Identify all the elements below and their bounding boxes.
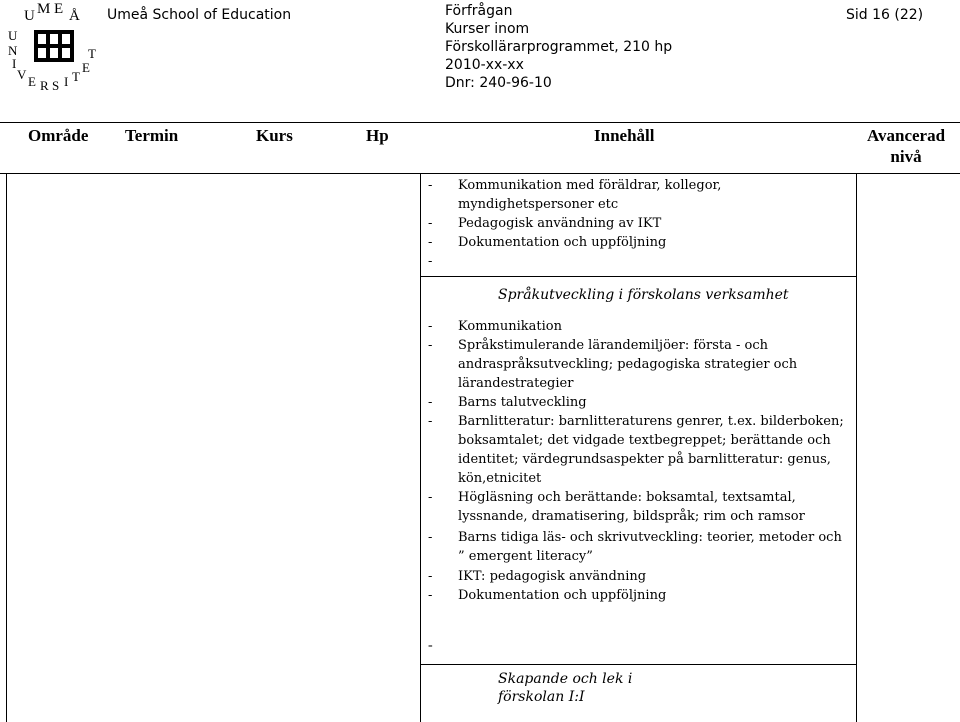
svg-text:R: R [40, 78, 49, 92]
table-header-top-rule [0, 122, 960, 123]
list-item-text: IKT: pedagogisk användning [458, 569, 647, 584]
svg-text:T: T [88, 46, 96, 61]
list-item-text: Barns tidiga läs- och skrivutveckling: teorier, metoder och ” emergent literacy” [458, 530, 842, 564]
svg-text:V: V [17, 67, 27, 82]
bottom-heading-line1: Skapande och lek i [498, 671, 633, 687]
col-header-avancerad-line1: Avancerad [866, 126, 946, 145]
list-item [428, 317, 848, 336]
svg-text:I: I [12, 56, 17, 71]
svg-text:I: I [64, 74, 69, 89]
list-dash: - [428, 319, 433, 334]
list-item [428, 412, 848, 488]
col-divider-innehall [420, 174, 421, 722]
university-seal-icon [4, 0, 100, 92]
list-dash: - [428, 216, 433, 231]
university-logo [4, 0, 100, 92]
col-header-hp: Hp [366, 126, 389, 145]
doc-line-type: Förfrågan [445, 3, 513, 19]
list-item-text: Pedagogisk användning av IKT [458, 216, 662, 231]
list-dash: - [428, 395, 433, 410]
list-dash: - [428, 235, 433, 250]
list-dash: - [428, 178, 433, 193]
bottom-section-heading [498, 670, 632, 706]
page-number: Sid 16 (22) [846, 7, 924, 23]
svg-text:U: U [8, 28, 18, 43]
list-item [428, 586, 848, 605]
list-item [428, 214, 848, 233]
list-item-text: Dokumentation och uppföljning [458, 235, 667, 250]
section-heading: Språkutveckling i förskolans verksamhet [498, 287, 789, 303]
col-header-avancerad [861, 125, 951, 167]
trailing-dash: - [428, 638, 433, 653]
doc-line-dnr: Dnr: 240-96-10 [445, 75, 552, 91]
svg-text:E: E [82, 60, 90, 75]
list-item-text: Barns talutveckling [458, 395, 587, 410]
list-item-text: Kommunikation [458, 319, 562, 334]
list-dash: - [428, 569, 433, 584]
col-header-avancerad-line2: nivå [890, 147, 922, 166]
list-dash: - [428, 588, 433, 603]
list-item [428, 393, 848, 412]
list-item [428, 233, 848, 252]
list-item-text: Dokumentation och uppföljning [458, 588, 667, 603]
list-item [428, 176, 848, 214]
col-header-innehall: Innehåll [594, 126, 655, 145]
svg-text:M: M [37, 1, 51, 17]
doc-line-program: Förskollärarprogrammet, 210 hp [445, 39, 673, 55]
list-item-text: Kommunikation med föräldrar, kollegor, myndighetspersoner etc [458, 178, 722, 212]
school-name: Umeå School of Education [107, 7, 292, 23]
list-item [428, 336, 848, 393]
svg-text:U: U [24, 8, 35, 24]
document-info [445, 2, 672, 92]
list-item-text: Språkstimulerande lärandemiljöer: första - och andraspråksutveckling; pedagogiska strategier och lärandestrategier [458, 338, 798, 391]
bottom-heading-line2: förskolan I:I [498, 689, 585, 705]
table-header-bottom-rule [0, 173, 960, 174]
col-header-termin: Termin [125, 126, 179, 145]
list-item [428, 567, 848, 586]
svg-text:E: E [54, 1, 64, 17]
list-dash: - [428, 414, 433, 429]
list-dash: - [428, 338, 433, 353]
list-dash: - [428, 254, 433, 269]
col-header-kurs: Kurs [256, 126, 293, 145]
doc-line-subject: Kurser inom [445, 21, 530, 37]
list-dash: - [428, 530, 433, 545]
col-header-omrade: Område [28, 126, 89, 145]
doc-line-date: 2010-xx-xx [445, 57, 524, 73]
svg-text:N: N [8, 43, 18, 58]
svg-text:Å: Å [69, 8, 80, 24]
section-rule [420, 276, 856, 277]
table-left-border [6, 174, 7, 722]
list-dash: - [428, 490, 433, 505]
list-item-text: Barnlitteratur: barnlitteraturens genrer, t.ex. bilderboken; boksamtalet; det vidgade textbegreppet; berättande och identitet; värdegrundsaspekter på barnlitteratur: genus, kön,etnicitet [458, 414, 844, 486]
svg-text:E: E [28, 74, 36, 89]
list-item [428, 528, 848, 566]
list-item-text: Högläsning och berättande: boksamtal, textsamtal, lyssnande, dramatisering, bildspråk; rim och ramsor [458, 490, 805, 524]
svg-text:S: S [52, 78, 60, 92]
col-divider-avancerad [856, 174, 857, 722]
bottom-section-rule [420, 664, 856, 665]
list-item [428, 488, 848, 526]
svg-text:T: T [72, 69, 80, 84]
